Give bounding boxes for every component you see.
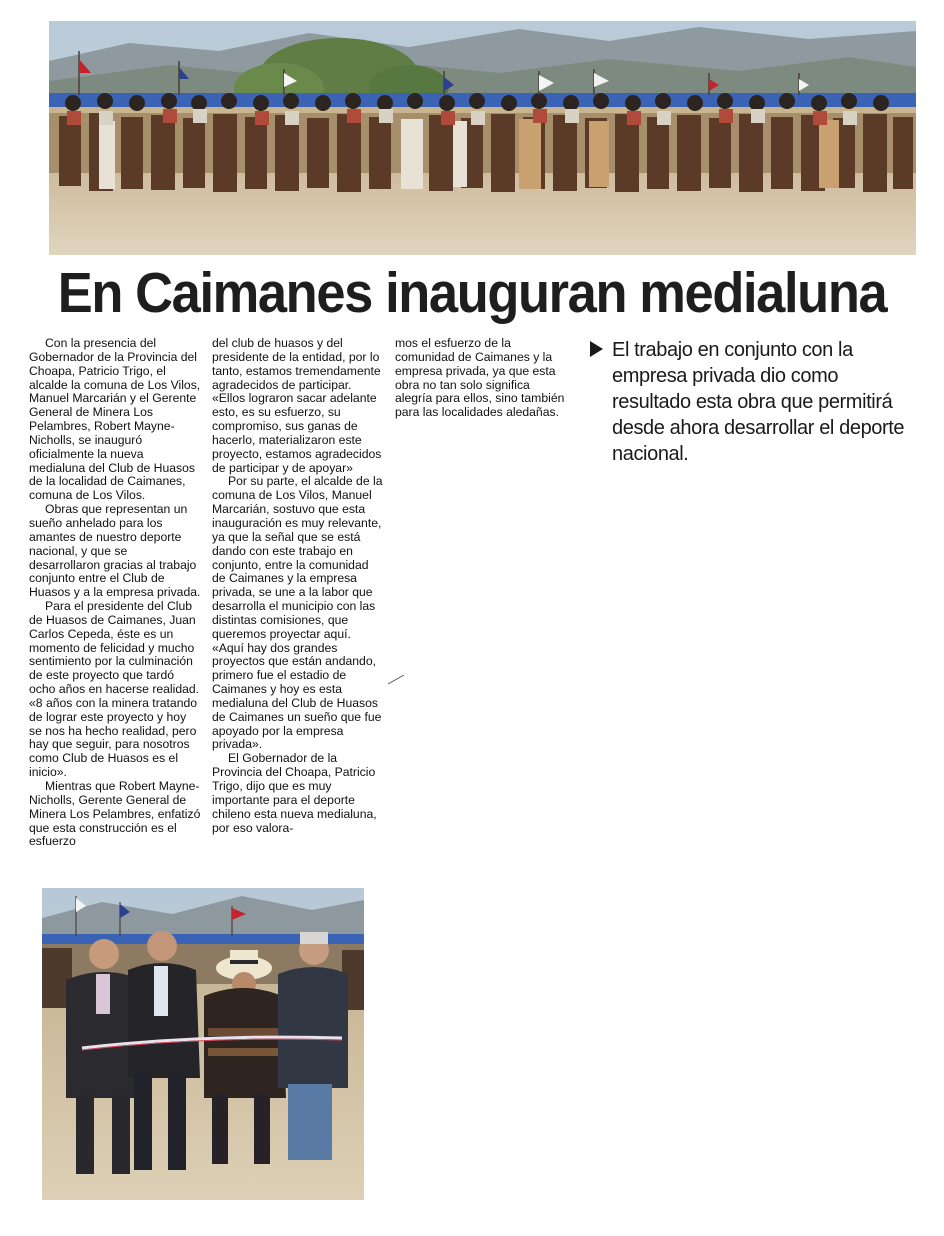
ribbon-cutting-photo-illustration	[42, 888, 364, 1200]
triangle-bullet-icon	[590, 341, 603, 357]
paragraph: Mientras que Robert Mayne-Nicholls, Gerente General de Minera Los Pelambres, enfatizó que esta construcción es el esfuerzo	[29, 779, 201, 849]
paragraph: Con la presencia del Gobernador de la Provincia del Choapa, Patricio Trigo, el alcalde la comuna de Los Vilos, Manuel Marcarián y el Gerente General de Minera Los Pelambres, Robert Mayne-Nicholls, se inauguró oficialmente la nueva medialuna del Club de Huasos de la localidad de Caimanes, comuna de Los Vilos.	[29, 336, 201, 503]
pullquote	[590, 337, 920, 467]
article-column-3	[395, 337, 567, 420]
top-photo-huasos-on-horseback	[49, 21, 916, 255]
headline: En Caimanes inauguran medialuna	[57, 261, 887, 325]
article-column-2	[212, 337, 384, 835]
stray-mark-icon	[386, 672, 406, 686]
paragraph: Para el presidente del Club de Huasos de Caimanes, Juan Carlos Cepeda, éste es un momento de felicidad y mucho sentimiento por la culminación de este proyecto que tardó ocho años en hacerse realidad. «8 años con la minera tratando de lograr este proyecto y hoy se nos ha hecho realidad, pero hay que seguir, para nosotros como Club de Huasos es el inicio».	[29, 599, 200, 780]
pullquote-text: El trabajo en conjunto con la empresa privada dio como resultado esta obra que permitirá desde ahora desarrollar el deporte nacional.	[612, 339, 905, 465]
paragraph: Obras que representan un sueño anhelado para los amantes de nuestro deporte nacional, y que se desarrollaron gracias al trabajo conjunto entre el Club de Huasos y a la empresa privada.	[29, 502, 201, 600]
paragraph: El Gobernador de la Provincia del Choapa, Patricio Trigo, dijo que es muy importante para el deporte chileno esta nueva medialuna, por eso valora-	[212, 751, 377, 835]
paragraph: Por su parte, el alcalde de la comuna de Los Vilos, Manuel Marcarián, sostuvo que esta inauguración es muy relevante, ya que la señal que se está dando con este trabajo en conjunto, entre la comunidad de Caimanes y la empresa privada, se une a la labor que desarrolla el municipio con las distintas comisiones, que queremos proyectar aquí. «Aquí hay dos grandes proyectos que están andando, primero fue el estadio de Caimanes y hoy es esta medialuna del Club de Huasos de Caimanes un sueño que fue apoyado por la empresa privada».	[212, 474, 383, 752]
paragraph: mos el esfuerzo de la comunidad de Caimanes y la empresa privada, ya que esta obra no tan solo significa alegría para ellos, sino también para las localidades aledañas.	[395, 336, 565, 420]
bottom-photo-ribbon-cutting	[42, 888, 364, 1200]
paragraph: del club de huasos y del presidente de la entidad, por lo tanto, estamos tremendamente agradecidos de participar. «Ellos lograron sacar adelante esto, es su esfuerzo, su compromiso, sus ganas de hacerlo, materializaron este proyecto, estamos agradecidos de participar y de apoyar»	[212, 336, 382, 475]
article-column-1	[29, 337, 201, 849]
huasos-photo-illustration	[49, 21, 916, 255]
